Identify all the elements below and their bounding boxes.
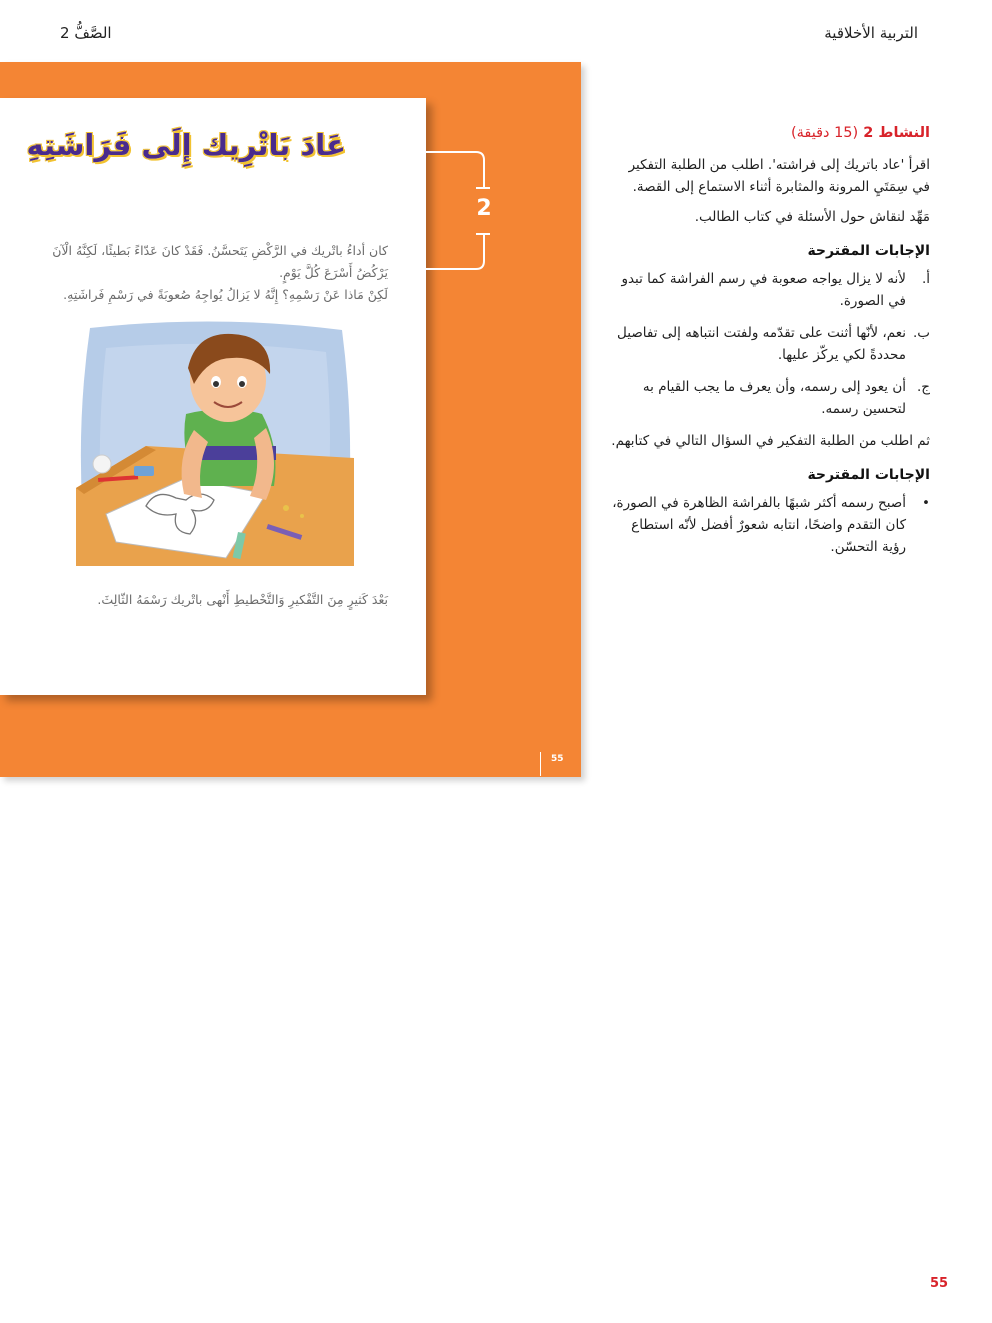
student-book-panel	[0, 62, 581, 777]
bullet-icon: •	[922, 495, 930, 511]
student-book-page	[0, 98, 426, 695]
instruction-1: اقرأ 'عاد باتريك إلى فراشته'. اطلب من الطلبة التفكير في سِمَتَيِ المرونة والمثابرة أثناء الاستماع إلى القصة.	[628, 157, 930, 195]
story-title: عَادَ بَاتْرِيك إِلَى فَرَاشَتِهِ	[26, 128, 346, 162]
answer-letter: ج.	[916, 379, 930, 395]
story-paragraph-1: كان أداءُ باتْريك في الرَّكْضِ يَتَحسَّنُ. فَقَدْ كانَ عَدّاءً بَطيئًا، لَكِنَّهُ الْآنَ يَرْكُضُ أَسْرَعَ كُلَّ يَوْمٍ.	[52, 243, 388, 280]
teacher-guide	[610, 122, 930, 558]
story-paragraph-3: بَعْدَ كَثيرٍ مِنَ التَّفْكيرِ وَالتَّخْطيطِ أَنْهى باتْريك رَسْمَهُ الثّالِثَ.	[97, 592, 388, 607]
instruction-2: مَهِّد لنقاش حول الأسئلة في كتاب الطالب.	[694, 209, 930, 225]
bullet-answer	[610, 492, 930, 558]
header-subject: التربية الأخلاقية	[824, 24, 918, 42]
bullet-text: أصبح رسمه أكثر شبهًا بالفراشة الظاهرة في الصورة، كان التقدم واضحًا، انتابه شعورٌ أفضل لأنّه استطاع رؤية التحسّن.	[612, 495, 906, 555]
page-number: 55	[930, 1276, 949, 1291]
boy-drawing-illustration	[76, 318, 354, 566]
answers-heading-1: الإجابات المقترحة	[807, 243, 930, 259]
activity-label: النشاط 2	[863, 125, 930, 141]
activity-title	[610, 122, 930, 144]
activity-duration: (15 دقيقة)	[790, 125, 859, 141]
activity-number: 2	[476, 196, 492, 221]
answer-item	[610, 268, 930, 312]
answers-heading-2: الإجابات المقترحة	[807, 467, 930, 483]
story-paragraph-2: لَكِنْ مَاذا عَنْ رَسْمِهِ؟ إِنَّهُ لا يَزالُ يُواجِهُ صُعوبَةً في رَسْمِ فَراشَتِهِ.	[63, 287, 388, 302]
header-grade: الصَّفُّ 2	[60, 24, 112, 42]
story-text	[38, 240, 388, 306]
answer-letter: ب.	[912, 325, 930, 341]
instruction-3: ثم اطلب من الطلبة التفكير في السؤال التالي في كتابهم.	[611, 433, 930, 449]
answer-item	[610, 322, 930, 366]
answer-text: لأنه لا يزال يواجه صعوبة في رسم الفراشة كما تبدو في الصورة.	[621, 271, 906, 309]
answer-letter: أ.	[921, 271, 930, 287]
answer-text: أن يعود إلى رسمه، وأن يعرف ما يجب القيام به لتحسين رسمه.	[642, 379, 906, 417]
answer-text: نعم، لأنّها أثنت على تقدّمه ولفتت انتباهه إلى تفاصيل محددةً لكي يركّز عليها.	[617, 325, 906, 363]
answer-item	[610, 376, 930, 420]
book-page-number: 55	[540, 752, 564, 776]
